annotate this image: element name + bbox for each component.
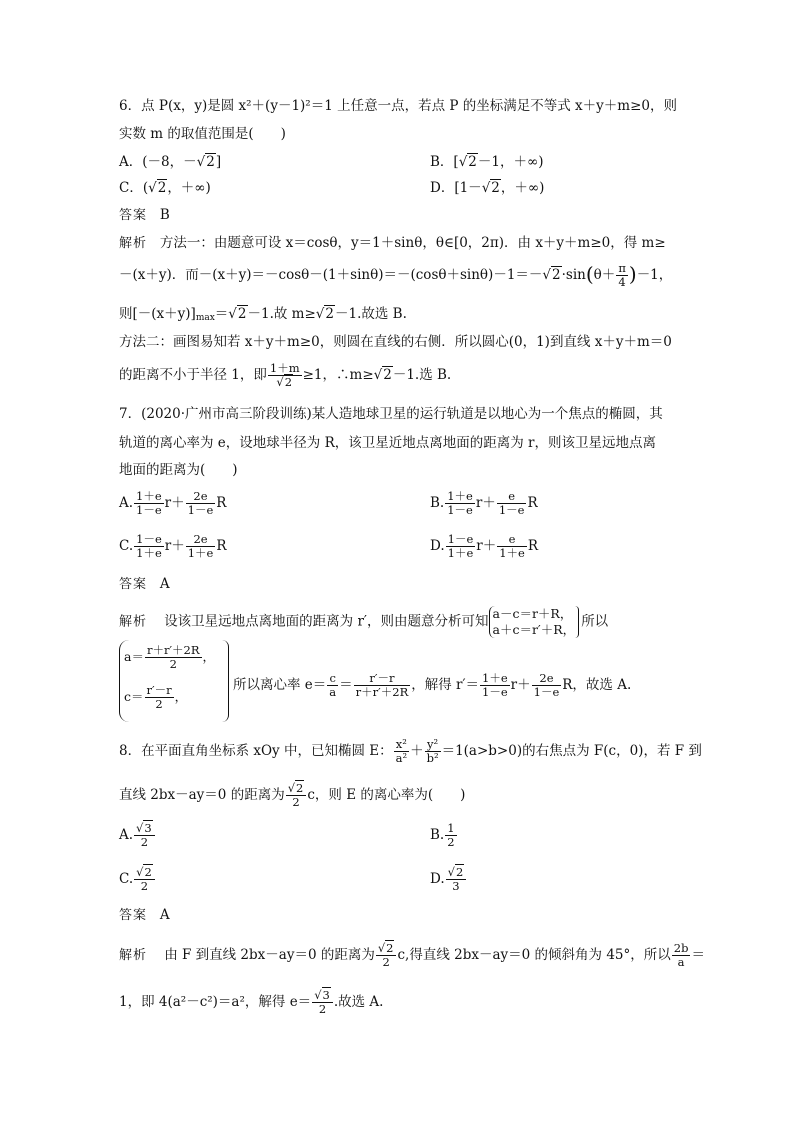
answer-label: 答案 — [119, 208, 148, 223]
q7-solution-line2: 所以离心率 e＝ $\frac{c}{a}$ ＝ $\frac{r'-r}{r+r'+2R}$ ，解得 r′＝ $\frac{1+e}{1-e}$ r＋ $\frac{2e}{1-e}$ R，故选 A. — [233, 671, 632, 699]
q7-option-a[interactable]: A. $\frac{1+e}{1-e}$ r＋ $\frac{2e}{1-e}$ R — [119, 489, 227, 517]
answer-label: 答案 — [119, 908, 148, 923]
q8-option-c[interactable]: C. $\frac{√2}{2}$ — [119, 866, 156, 893]
q8-solution-line1: 解析 由 F 到直线 2bx－ay＝0 的距离为 $\frac{√2}{2}$ c,得直线 2bx－ay＝0 的倾斜角为 45°，所以 $\frac{2b}{a}$ ＝ — [119, 941, 705, 969]
q6-solution-line2: －(x＋y)．而－(x＋y)＝－cosθ－(1＋sinθ)＝－(cosθ＋sinθ)－1＝－√2·sin(θ＋ $\frac{\pi}{4}$ )－1， — [119, 261, 673, 289]
q6-option-b[interactable]: B．[√2－1，＋∞) — [430, 154, 544, 170]
q7-system-row-c: c＝ $\frac{r'-r}{2}$ ， — [124, 683, 188, 711]
q7-stem-line1: 7．(2020·广州市高三阶段训练)某人造地球卫星的运行轨道是以地心为一个焦点的椭圆，其 — [119, 406, 663, 422]
equation-system: a－c＝r＋R， a＋c＝r′＋R， — [489, 606, 576, 638]
q6-solution-line5: 的距离不小于半径 1，即 $\frac{1+m}{√2}$ ≥1，∴m≥√2－1.选 B. — [119, 361, 452, 389]
q7-stem-line3: 地面的距离为( ) — [119, 462, 238, 478]
solution-label: 解析 — [119, 948, 148, 963]
q8-stem-line1: 8．在平面直角坐标系 xOy 中，已知椭圆 E： $\frac{\text{x²}}{\text{a²}}$ ＋ $\frac{\text{y²}}{\text{b²}}$ ＝1(a>b>0)的右焦点为 F(c，0)，若 F 到 — [119, 737, 702, 765]
q6-option-d[interactable]: D．[1－√2，＋∞) — [430, 180, 545, 196]
q6-answer — [119, 205, 170, 226]
q7-solution-line1: 解析 设该卫星远地点离地面的距离为 r′，则由题意分析可知 a－c＝r＋R， a＋c＝r′＋R， 所以 — [119, 606, 609, 637]
solution-label: 解析 — [119, 236, 148, 251]
q7-stem-line2: 轨道的离心率为 e，设地球半径为 R，该卫星近地点离地面的距离为 r，则该卫星远地点离 — [119, 435, 656, 451]
q7-answer — [119, 574, 170, 595]
answer-value: A — [159, 576, 170, 592]
q7-option-d[interactable]: D. $\frac{1-e}{1+e}$ r＋ $\frac{e}{1+e}$ R — [430, 532, 539, 560]
q8-solution-line2: 1，即 4(a²－c²)＝a²，解得 e＝ $\frac{√3}{2}$ .故选 A. — [119, 988, 384, 1016]
q6-option-c[interactable]: C．(√2，＋∞) — [119, 180, 211, 196]
answer-value: B — [159, 207, 170, 223]
q8-option-d[interactable]: D. $\frac{√2}{3}$ — [430, 866, 467, 893]
q6-solution-line1: 解析 方法一：由题意可设 x＝cosθ，y＝1＋sinθ，θ∈[0，2π)．由 x＋y＋m≥0，得 m≥ — [119, 235, 666, 251]
answer-value: A — [159, 907, 170, 923]
q7-option-c[interactable]: C. $\frac{1-e}{1+e}$ r＋ $\frac{2e}{1+e}$ R — [119, 532, 227, 560]
q8-answer — [119, 905, 170, 926]
q6-solution-line4: 方法二：画图易知若 x＋y＋m≥0，则圆在直线的右侧．所以圆心(0，1)到直线 x＋y＋m＝0 — [119, 334, 672, 350]
solution-label: 解析 — [119, 614, 148, 630]
equation-system-brace-right — [222, 640, 229, 722]
q6-stem-line2: 实数 m 的取值范围是( ) — [119, 126, 286, 142]
q8-stem-line2: 直线 2bx－ay＝0 的距离为 $\frac{√2}{2}$ c，则 E 的离心率为( ) — [119, 781, 466, 809]
q8-option-a[interactable]: A. $\frac{√3}{2}$ — [119, 822, 156, 849]
answer-label: 答案 — [119, 577, 148, 592]
q6-stem-line1: 6．点 P(x，y)是圆 x²＋(y－1)²＝1 上任意一点，若点 P 的坐标满足不等式 x＋y＋m≥0，则 — [119, 98, 677, 114]
q6-option-a[interactable]: A．(－8，－√2] — [119, 154, 222, 170]
q8-option-b[interactable]: B. $\frac{1}{2}$ — [430, 821, 455, 849]
q7-option-b[interactable]: B. $\frac{1+e}{1-e}$ r＋ $\frac{e}{1-e}$ R — [430, 489, 538, 517]
q6-solution-line3: 则$[-(x+y)]_{max}=√2-1$.故 m≥√2－1.故选 B. — [119, 306, 407, 323]
q7-system-row-a: a＝ $\frac{r+r'+2R}{2}$ ， — [124, 643, 216, 671]
